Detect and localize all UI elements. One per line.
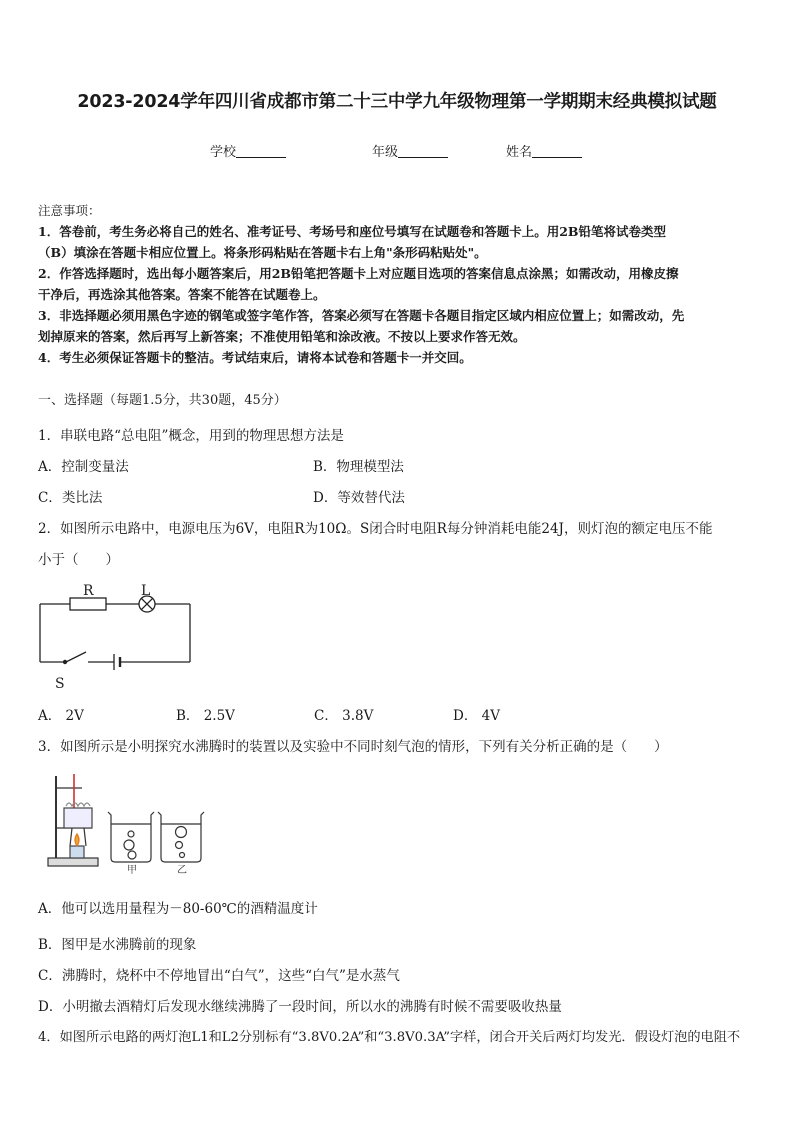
q3-stem: 3．如图所示是小明探究水沸腾时的装置以及实验中不同时刻气泡的情形，下列有关分析正确的是（ ） [38,739,668,755]
name-label: 姓名 [506,145,533,160]
resistor-label: R [83,583,94,599]
stand-apparatus [48,774,98,866]
q2-option-d[interactable]: D． 4V [453,708,500,724]
q3-option-d[interactable]: D．小明撤去酒精灯后发现水继续沸腾了一段时间，所以水的沸腾有时候不需要吸收热量 [38,999,562,1015]
beaker-jia [108,812,154,862]
q2-stem-line-2: 小于（ ） [38,552,119,568]
beaker-jia-label: 甲 [127,865,137,876]
notes-line-3: 2．作答选择题时，选出每小题答案后，用2B铅笔把答题卡上对应题目选项的答案信息点涂黑；如需改动，用橡皮擦 [38,266,679,281]
notes-line-1: 1．答卷前，考生务必将自己的姓名、准考证号、考场号和座位号填写在试题卷和答题卡上。用2B铅笔将试卷类型 [38,224,666,239]
q4-stem: 4．如图所示电路的两灯泡L1和L2分别标有“3.8V0.2A”和“3.8V0.3A”字样，闭合开关后两灯均发光．假设灯泡的电阻不 [38,1030,741,1045]
grade-label: 年级 [372,145,399,160]
q3-option-a[interactable]: A．他可以选用量程为－80-60℃的酒精温度计 [38,901,318,917]
section-heading: 一、选择题（每题1.5分，共30题，45分） [38,393,287,408]
notes-line-2: （B）填涂在答题卡相应位置上。将条形码粘贴在答题卡右上角"条形码粘贴处"。 [38,245,487,260]
school-label: 学校 [210,145,237,160]
q1-option-d[interactable]: D．等效替代法 [313,490,405,506]
notes-line-6: 划掉原来的答案，然后再写上新答案；不准使用铅笔和涂改液。不按以上要求作答无效。 [38,329,526,344]
q2-option-b[interactable]: B． 2.5V [176,708,235,724]
notes-heading: 注意事项： [38,203,101,218]
notes-line-4: 干净后，再选涂其他答案。答案不能答在试题卷上。 [38,287,326,302]
q2-option-a[interactable]: A． 2V [38,708,84,724]
q2-stem-line-1: 2．如图所示电路中，电源电压为6V，电阻R为10Ω。S闭合时电阻R每分钟消耗电能24J，则灯泡的额定电压不能 [38,521,713,537]
notes-line-5: 3．非选择题必须用黑色字迹的钢笔或签字笔作答，答案必须写在答题卡各题目指定区域内相应位置上；如需改动，先 [38,308,685,323]
q1-option-b[interactable]: B．物理模型法 [313,459,404,475]
switch-label: S [55,676,65,692]
q1-option-c[interactable]: C．类比法 [38,490,103,506]
q1-option-a[interactable]: A．控制变量法 [38,459,129,475]
q3-option-c[interactable]: C．沸腾时，烧杯中不停地冒出“白气”，这些“白气”是水蒸气 [38,968,400,984]
page-title: 2023-2024学年四川省成都市第二十三中学九年级物理第一学期期末经典模拟试题 [77,92,717,112]
q1-stem: 1．串联电路“总电阻”概念，用到的物理思想方法是 [38,428,344,444]
notes-line-7: 4．考生必须保证答题卡的整洁。考试结束后，请将本试卷和答题卡一并交回。 [38,350,472,365]
q2-option-c[interactable]: C． 3.8V [314,708,374,724]
q3-option-b[interactable]: B．图甲是水沸腾前的现象 [38,937,197,953]
beaker-yi-label: 乙 [177,865,187,876]
beaker-yi [158,812,204,862]
lamp-label: L [141,583,151,599]
